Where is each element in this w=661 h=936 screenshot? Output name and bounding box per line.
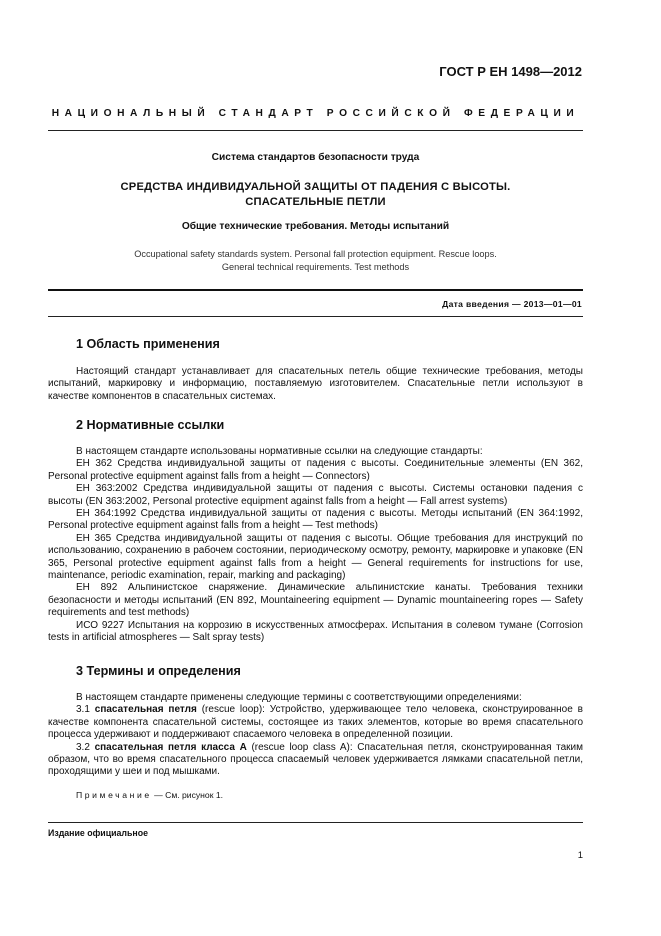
document-subtitle: Общие технические требования. Методы испытаний: [181, 221, 450, 232]
english-title: [48, 248, 583, 273]
reference-item: ЕН 363:2002 Средства индивидуальной защиты от падения с высоты. Системы остановки падения с высоты (EN 363:2002, Personal protective equipment against falls from a height — Fall arrest systems): [48, 483, 583, 507]
title-line-2: СПАСАТЕЛЬНЫЕ ПЕТЛИ: [245, 196, 386, 208]
section-3-heading: 3 Термины и определения: [76, 664, 241, 678]
header-rule: [48, 130, 583, 131]
term-definition: (rescue loop): Устройство, удерживающее тело человека, сконструированное в качестве компонента спасательной системы, состоящее из таких элементов, которые во время спасательного процесса удерживают и поддерживают спасаемого человека в определенной позиции.: [48, 704, 583, 741]
reference-item: ЕН 892 Альпинистское снаряжение. Динамические альпинистские канаты. Требования техники безопасности и методы испытаний (EN 892, Mountaineering equipment — Dynamic mountaineering ropes — Safety requirements and test methods): [48, 582, 583, 619]
standard-code: ГОСТ Р ЕН 1498—2012: [439, 64, 582, 79]
section-1-heading: 1 Область применения: [76, 337, 220, 351]
term-3-1: [48, 704, 583, 741]
reference-item: ИСО 9227 Испытания на коррозию в искусственных атмосферах. Испытания в солевом тумане (Corrosion tests in artificial atmospheres — Salt spray tests): [48, 619, 583, 644]
terms-intro: В настоящем стандарте применены следующие термины с соответствующими определениями:: [76, 692, 522, 703]
section-1-body: [48, 366, 583, 403]
reference-item: ЕН 365 Средства индивидуальной защиты от падения с высоты. Общие требования для инструкций по использованию, сохранению в рабочем состоянии, периодическому осмотру, ремонту, маркировке и упаковке (EN 365, Personal protective equipment against falls from a height — General requirements for instructions for use, maintenance, periodic examination, repair, marking and packaging): [48, 532, 583, 582]
note-label: Примечание: [76, 790, 152, 800]
term-definition: (rescue loop class A): Спасательная петля, сконструированная таким образом, что во время спасательного процесса спасаемый человек удерживается лямками спасательной петли, проходящими у шеи и под мышками.: [48, 741, 584, 778]
section-2-heading: 2 Нормативные ссылки: [76, 418, 225, 432]
page-number: 1: [577, 850, 583, 861]
title-rule: [48, 289, 583, 291]
date-rule: [48, 316, 583, 317]
title-line-1: СРЕДСТВА ИНДИВИДУАЛЬНОЙ ЗАЩИТЫ ОТ ПАДЕНИЯ С ВЫСОТЫ.: [120, 181, 511, 193]
note-text: — См. рисунок 1.: [154, 790, 224, 800]
national-standard-banner: НАЦИОНАЛЬНЫЙ СТАНДАРТ РОССИЙСКОЙ ФЕДЕРАЦИИ: [51, 108, 580, 119]
term-number: 3.2: [76, 741, 90, 753]
reference-item: ЕН 364:1992 Средства индивидуальной защиты от падения с высоты. Методы испытаний (EN 364:1992, Personal protective equipment against falls from a height — Test methods): [48, 508, 583, 532]
introduction-date: Дата введения — 2013—01—01: [442, 299, 582, 309]
note: [76, 790, 223, 800]
term-name: спасательная петля: [94, 704, 197, 716]
term-name: спасательная петля класса А: [94, 741, 247, 753]
standards-system: Система стандартов безопасности труда: [211, 152, 420, 163]
english-title-line-1: Occupational safety standards system. Personal fall protection equipment. Rescue loops.: [134, 249, 497, 259]
english-title-line-2: General technical requirements. Test methods: [221, 261, 410, 272]
official-edition-label: Издание официальное: [48, 828, 148, 838]
term-3-2: [48, 742, 583, 779]
section-3-body: [48, 692, 583, 779]
reference-item: ЕН 362 Средства индивидуальной защиты от падения с высоты. Соединительные элементы (EN 362, Personal protective equipment against falls from a height — Connectors): [48, 458, 583, 482]
section-2-body: [48, 446, 583, 645]
section-1-paragraph: Настоящий стандарт устанавливает для спасательных петель общие технические требования, методы испытаний, маркировку и информацию, поставляемую изготовителем. Спасательные петли используют в качестве компонентов в спасательных системах.: [48, 366, 583, 402]
term-number: 3.1: [76, 704, 90, 716]
document-title: [48, 180, 583, 210]
references-intro: В настоящем стандарте использованы нормативные ссылки на следующие стандарты:: [76, 446, 483, 457]
footer-rule: [48, 822, 583, 823]
